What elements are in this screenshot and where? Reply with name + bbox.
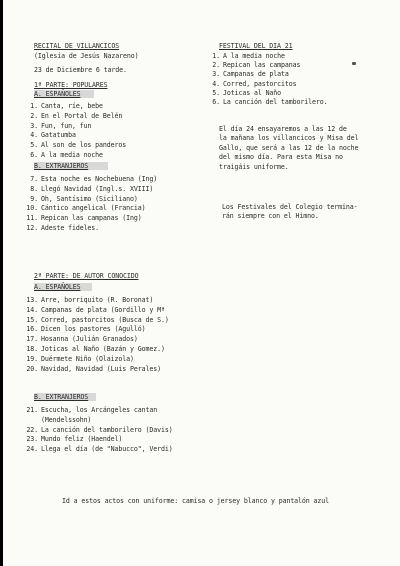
song-item [24, 335, 169, 345]
song-item [24, 175, 157, 185]
festival-song-item [207, 89, 327, 98]
recital-date: 23 de Diciembre 6 tarde. [34, 66, 127, 74]
part1-heading: 1ª PARTE: POPULARES [34, 81, 108, 89]
item-number: 3. [212, 70, 220, 79]
item-number: 16. [26, 325, 38, 334]
item-number: 14. [26, 305, 38, 314]
uniform-note: Id a estos actos con uniforme: camisa o jersey blanco y pantalón azul [62, 497, 330, 505]
song-item [24, 224, 157, 234]
songs-list-extranjeros-2 [24, 406, 173, 455]
songs-list-extranjeros-1 [24, 175, 157, 234]
festival-song-item [207, 61, 327, 70]
item-number: 4. [212, 79, 220, 88]
item-title: Hosanna (Julián Granados) [41, 335, 138, 344]
song-item [24, 141, 126, 151]
songs-list-espanoles-1 [24, 102, 126, 161]
song-item [24, 435, 173, 445]
item-number: 13. [26, 296, 38, 304]
item-number: 12. [26, 223, 38, 232]
item-title: Dicen los pastores (Agulló) [41, 325, 146, 334]
item-number: 1. [30, 102, 38, 110]
song-item [24, 102, 126, 112]
song-item [24, 355, 169, 365]
item-number: 17. [26, 335, 38, 344]
item-number: 10. [26, 204, 38, 213]
song-item [24, 131, 126, 141]
item-title: Duérmete Niño (Olaizola) [41, 354, 134, 363]
item-title: A la media noche [223, 52, 285, 60]
song-item [24, 151, 126, 161]
item-number: 11. [26, 214, 38, 223]
songs-list-espanoles-2 [24, 296, 169, 374]
item-number: 19. [26, 354, 38, 363]
song-item [24, 306, 169, 316]
item-number: 3. [30, 121, 38, 130]
ink-dot [352, 62, 356, 65]
recital-venue: (Iglesia de Jesús Nazareno) [34, 52, 139, 60]
song-item [24, 112, 126, 122]
item-title: Repican las campanas (Ing) [41, 214, 142, 223]
song-item [24, 214, 157, 224]
item-number: 9. [30, 194, 38, 203]
scan-edge [0, 0, 3, 566]
item-title: Escucha, los Arcángeles cantan [41, 406, 158, 414]
song-item [24, 406, 173, 416]
song-item [24, 365, 169, 375]
item-title: Campanas de plata [223, 70, 289, 79]
section-extranjeros-1: B. EXTRANJEROS [34, 162, 108, 170]
item-title: Al son de los panderos [41, 141, 127, 150]
festival-song-item [207, 80, 327, 89]
item-number: 4. [30, 131, 38, 140]
song-item [24, 426, 173, 436]
item-number: 21. [26, 406, 38, 414]
rehearsal-note: El día 24 ensayaremos a las 12 de la mañana los villancicos y Misa del Gallo, que será a las 12 de la noche del mismo día. Para esta Misa no traigáis uniforme. [219, 125, 359, 171]
item-title: Esta noche es Nochebuena (Ing) [41, 175, 158, 183]
recital-title: RECITAL DE VILLANCICOS [34, 42, 120, 50]
item-number: 2. [212, 61, 220, 70]
item-title: Mundo feliz (Haendel) [41, 435, 123, 444]
item-title: Adeste fideles. [41, 223, 100, 232]
song-item [24, 345, 169, 355]
item-number: 18. [26, 344, 38, 353]
item-number: 22. [26, 425, 38, 434]
item-number: 5. [30, 141, 38, 150]
item-title: Navidad, Navidad (Luis Perales) [41, 364, 161, 373]
song-item [24, 185, 157, 195]
item-title: (Mendelssohn) [41, 415, 92, 424]
item-title: Fun, fun, fun [41, 121, 92, 130]
item-number: 5. [212, 88, 220, 97]
song-item [24, 195, 157, 205]
item-title: A la media noche [41, 150, 103, 159]
festival-song-item [207, 98, 327, 107]
festival-song-item [207, 52, 327, 61]
item-title: Corred, pastorcitos (Busca de S.) [41, 315, 169, 324]
item-title: Llegó Navidad (Ingl.s. XVIII) [41, 184, 154, 193]
item-number: 7. [30, 175, 38, 183]
song-item [24, 204, 157, 214]
item-number: 6. [30, 150, 38, 159]
section-espanoles-2: A. ESPAÑOLES [34, 283, 92, 291]
item-title: Repican las campanas [223, 61, 301, 70]
item-title: Campanas de plata (Gordillo y Mª [41, 305, 165, 314]
festival-songs-list [207, 52, 327, 107]
festival-song-item [207, 70, 327, 79]
item-number: 24. [26, 445, 38, 454]
item-number: 1. [212, 52, 220, 60]
item-title: Canta, ríe, bebe [41, 102, 103, 110]
section-espanoles-1: A. ESPAÑOLES [34, 90, 94, 98]
item-title: Joticas al Naño [223, 88, 282, 97]
part2-heading: 2ª PARTE: DE AUTOR CONOCIDO [34, 272, 139, 280]
song-item [24, 416, 173, 426]
item-title: La canción del tamborilero. [223, 97, 328, 106]
song-item [24, 325, 169, 335]
item-number: 8. [30, 184, 38, 193]
item-number: 2. [30, 111, 38, 120]
item-title: Gatatumba [41, 131, 76, 140]
item-title: Cántico angelical (Francia) [41, 204, 146, 213]
festival-title: FESTIVAL DEL DIA 21 [219, 42, 293, 50]
item-title: Arre, borriquito (R. Boronat) [41, 296, 154, 304]
song-item [24, 296, 169, 306]
song-item [24, 445, 173, 455]
item-number: 23. [26, 435, 38, 444]
item-number: 20. [26, 364, 38, 373]
item-title: En el Portal de Belén [41, 111, 123, 120]
closing-note: Los Festivales del Colegio termina- rán siempre con el Himno. [222, 203, 358, 221]
item-title: Oh, Santísimo (Siciliano) [41, 194, 138, 203]
song-item [24, 316, 169, 326]
item-title: Corred, pastorcitos [223, 79, 297, 88]
song-item [24, 122, 126, 132]
item-title: Llega el día (de "Nabucco", Verdi) [41, 445, 173, 454]
item-number: 6. [212, 97, 220, 106]
item-number: 15. [26, 315, 38, 324]
item-title: Joticas al Naño (Bazán y Gomez.) [41, 344, 165, 353]
section-extranjeros-2: B. EXTRANJEROS [34, 393, 96, 401]
item-title: La canción del tamborilero (Davis) [41, 425, 173, 434]
